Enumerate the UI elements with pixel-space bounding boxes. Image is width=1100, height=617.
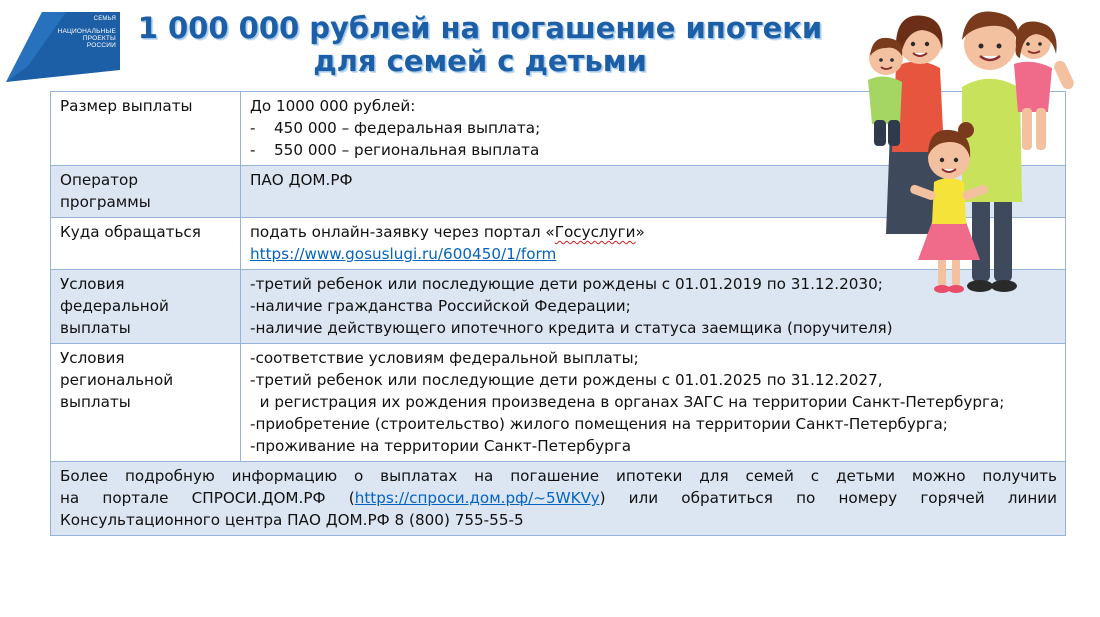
- footer-line-2: [60, 487, 1057, 509]
- family-illustration: [862, 2, 1078, 302]
- logo-text: [44, 16, 116, 49]
- national-projects-logo: [6, 12, 120, 82]
- logo-line-projects: ПРОЕКТЫ: [82, 35, 116, 42]
- condition-line: -третий ребенок или последующие дети рождены с 01.01.2019 по 31.12.2030;: [250, 275, 883, 293]
- condition-line: -приобретение (строительство) жилого помещения на территории Санкт-Петербурга;: [250, 415, 948, 433]
- amount-line: До 1000 000 рублей:: [250, 97, 416, 115]
- family-figure: [862, 2, 1078, 302]
- logo-line-family: СЕМЬЯ: [93, 16, 116, 22]
- table-row-regional-conditions: [51, 344, 1066, 462]
- title-line-1: 1 000 000 рублей на погашение ипотеки: [137, 11, 823, 45]
- amount-bullet-federal: - 450 000 – федеральная выплата;: [250, 119, 541, 137]
- logo-line-national: НАЦИОНАЛЬНЫЕ: [57, 28, 116, 35]
- boy-figure: [868, 38, 903, 146]
- apply-text-end: »: [635, 223, 645, 241]
- row-label: Оператор программы: [51, 166, 241, 218]
- row-label: Условия федеральной выплаты: [51, 270, 241, 344]
- bullet-text: 450 000 – федеральная выплата;: [274, 119, 541, 137]
- apply-text: подать онлайн-заявку через портал «: [250, 223, 555, 241]
- row-label: Куда обращаться: [51, 218, 241, 270]
- row-value: [241, 344, 1066, 462]
- footer-text: на портале СПРОСИ.ДОМ.РФ (: [60, 489, 355, 507]
- footer-line-3: Консультационного центра ПАО ДОМ.РФ 8 (800) 755-55-5: [60, 511, 524, 529]
- footer-note: [51, 462, 1066, 536]
- condition-line: -наличие действующего ипотечного кредита и статуса заемщика (поручителя): [250, 319, 893, 337]
- gosuslugi-form-link[interactable]: https://www.gosuslugi.ru/600450/1/form: [250, 245, 557, 263]
- older-girl-figure: [1014, 22, 1076, 151]
- table-row-footer: [51, 462, 1066, 536]
- logo-line-russia: РОССИИ: [86, 42, 116, 49]
- page-title: [130, 12, 830, 78]
- title-line-2: для семей с детьми: [313, 44, 647, 78]
- operator-name: ПАО ДОМ.РФ: [250, 171, 353, 189]
- condition-line: -проживание на территории Санкт-Петербурга: [250, 437, 632, 455]
- row-label: Размер выплаты: [51, 92, 241, 166]
- amount-bullet-regional: - 550 000 – региональная выплата: [250, 141, 540, 159]
- row-label: Условия региональной выплаты: [51, 344, 241, 462]
- footer-text: ) или обратиться по номеру горячей линии: [599, 489, 1057, 507]
- condition-line: -наличие гражданства Российской Федерации;: [250, 297, 631, 315]
- bullet-text: 550 000 – региональная выплата: [274, 141, 540, 159]
- sprosi-dom-rf-link[interactable]: https://спроси.дом.рф/~5WKVy: [354, 489, 600, 507]
- footer-line-1: Более подробную информацию о выплатах на погашение ипотеки для семей с детьми можно получить: [60, 467, 1057, 485]
- condition-line: и регистрация их рождения произведена в органах ЗАГС на территории Санкт-Петербурга;: [250, 393, 1005, 411]
- condition-line: -соответствие условиям федеральной выплаты;: [250, 349, 639, 367]
- gosuslugi-word: Госуслуги: [554, 223, 636, 241]
- condition-line: -третий ребенок или последующие дети рождены с 01.01.2025 по 31.12.2027,: [250, 371, 883, 389]
